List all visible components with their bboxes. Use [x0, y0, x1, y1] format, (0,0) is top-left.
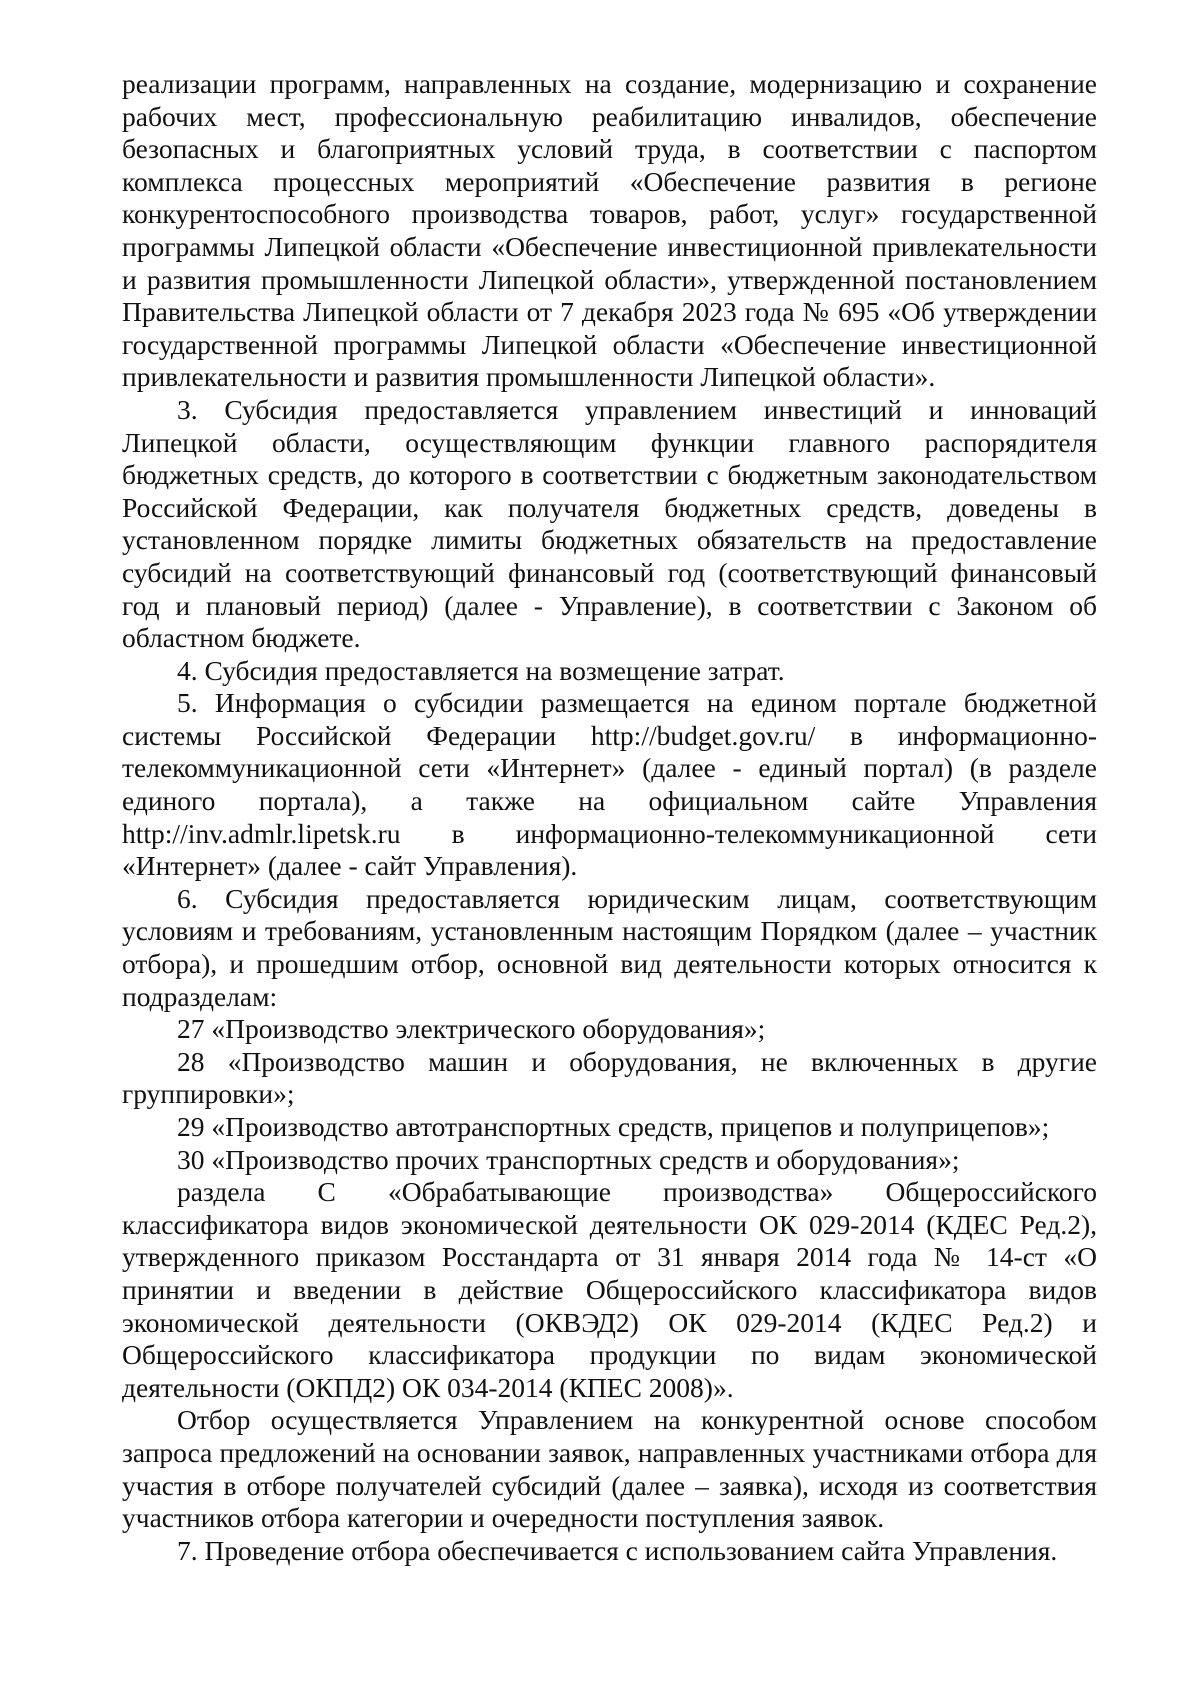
subsection-29: 29 «Производство автотранспортных средств, прицепов и полуприцепов»;	[177, 1111, 1050, 1142]
paragraph-item-7: 7. Проведение отбора обеспечивается с использованием сайта Управления.	[177, 1534, 1058, 1566]
paragraph-selection-method: Отбор осуществляется Управлением на конкурентной основе способом запроса предложений на основании заявок, направленных участниками отбора для участия в отборе получателей субсидий (далее – заявка), исходя из соответствия участников отбора категории и очередности поступления заявок.	[122, 1404, 1097, 1534]
subsection-30: 30 «Производство прочих транспортных средств и оборудования»;	[177, 1143, 960, 1175]
paragraph-section-c: раздела С «Обрабатывающие производства» Общероссийского классификатора видов экономической деятельности ОК 029-2014 (КДЕС Ред.2), утвержденного приказом Росстандарта от 31 января 2014 года № 14-ст «О принятии и введении в действие Общероссийского классификатора видов экономической деятельности (ОКВЭД2) ОК 029-2014 (КДЕС Ред.2) и Общероссийского классификатора продукции по видам экономической деятельности (ОКПД2) ОК 034-2014 (КПЕС 2008)».	[122, 1176, 1097, 1403]
document-page	[122, 68, 1097, 1567]
paragraph-item-3: 3. Субсидия предоставляется управлением инвестиций и инноваций Липецкой области, осуществляющим функции главного распорядителя бюджетных средств, до которого в соответствии с бюджетным законодательством Российской Федерации, как получателя бюджетных средств, доведены в установленном порядке лимиты бюджетных обязательств на предоставление субсидий на соответствующий финансовый год (соответствующий финансовый год и плановый период) (далее - Управление), в соответствии с Законом об областном бюджете.	[122, 393, 1097, 654]
paragraph-program-context: реализации программ, направленных на создание, модернизацию и сохранение рабочих мест, профессиональную реабилитацию инвалидов, обеспечение безопасных и благоприятных условий труда, в соответствии с паспортом комплекса процессных мероприятий «Обеспечение развития в регионе конкурентоспособного производства товаров, работ, услуг» государственной программы Липецкой области «Обеспечение инвестиционной привлекательности и развития промышленности Липецкой области», утвержденной постановлением Правительства Липецкой области от 7 декабря 2023 года № 695 «Об утверждении государственной программы Липецкой области «Обеспечение инвестиционной привлекательности и развития промышленности Липецкой области».	[122, 68, 1097, 393]
paragraph-item-4: 4. Субсидия предоставляется на возмещение затрат.	[177, 654, 785, 686]
paragraph-item-5: 5. Информация о субсидии размещается на едином портале бюджетной системы Российской Федерации http://budget.gov.ru/ в информационно-телекоммуникационной сети «Интернет» (далее - единый портал) (в разделе единого портала), а также на официальном сайте Управления http://inv.admlr.lipetsk.ru в информационно-телекоммуникационной сети «Интернет» (далее - сайт Управления).	[122, 687, 1097, 882]
paragraph-item-6: 6. Субсидия предоставляется юридическим лицам, соответствующим условиям и требованиям, установленным настоящим Порядком (далее – участник отбора), и прошедшим отбор, основной вид деятельности которых относится к подразделам:	[122, 882, 1097, 1012]
subsection-28: 28 «Производство машин и оборудования, не включенных в другие группировки»;	[122, 1045, 1097, 1110]
subsection-27: 27 «Производство электрического оборудования»;	[177, 1013, 766, 1045]
